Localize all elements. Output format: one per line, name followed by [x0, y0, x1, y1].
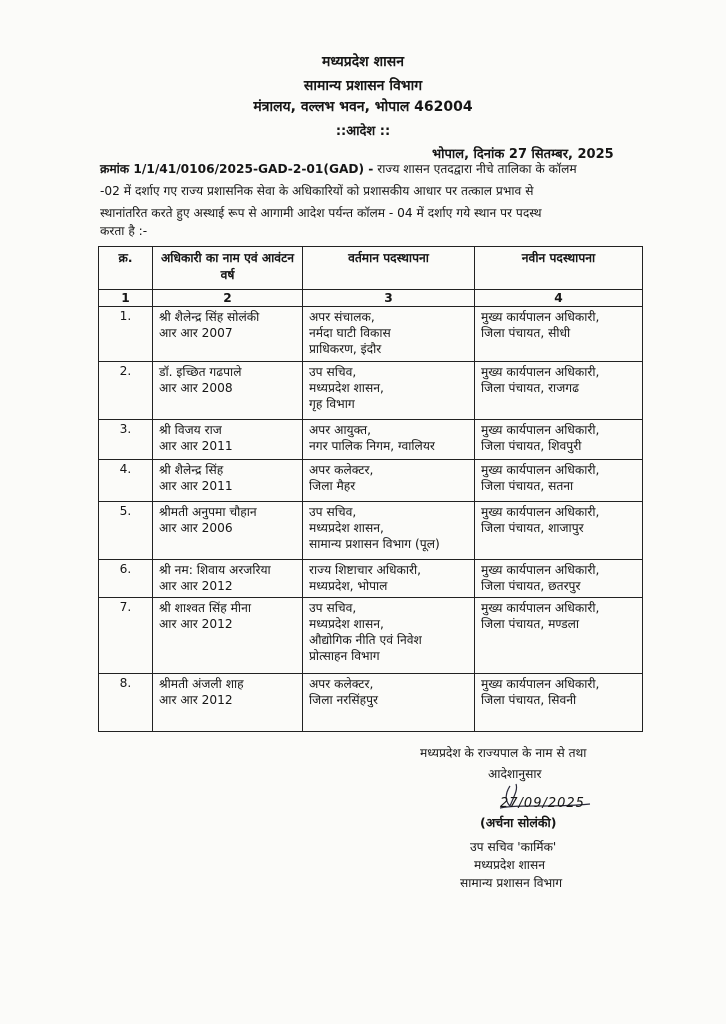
table-row	[99, 307, 643, 362]
column-number-row	[99, 290, 643, 307]
officer-name-line: आर आर 2006	[159, 521, 233, 535]
column-number: 2	[153, 290, 303, 307]
header-current-posting: वर्तमान पदस्थापना	[303, 247, 475, 290]
serial-number: 7.	[99, 598, 153, 674]
officer-name-line: आर आर 2012	[159, 579, 233, 593]
new-posting-line: मुख्य कार्यपालन अधिकारी,	[481, 563, 600, 577]
officer-name-line: श्री नम: शिवाय अरजरिया	[159, 563, 271, 577]
new-posting-line: जिला पंचायत, शाजापुर	[481, 521, 584, 535]
order-dateline: भोपाल, दिनांक 27 सितम्बर, 2025	[432, 147, 614, 162]
officer-name-line: श्री शाश्वत सिंह मीना	[159, 601, 251, 615]
header-officer-name: अधिकारी का नाम एवं आवंटन वर्ष	[153, 247, 303, 290]
current-posting-line: अपर आयुक्त,	[309, 423, 371, 437]
officer-name-line: श्री विजय राज	[159, 423, 222, 437]
new-posting-line: जिला पंचायत, शिवपुरी	[481, 439, 582, 453]
current-posting-cell	[303, 598, 475, 674]
signatory-government: मध्यप्रदेश शासन	[474, 858, 545, 872]
column-number: 3	[303, 290, 475, 307]
current-posting-line: नर्मदा घाटी विकास	[309, 326, 391, 340]
closing-line-1: मध्यप्रदेश के राज्यपाल के नाम से तथा	[420, 746, 587, 760]
new-posting-line: मुख्य कार्यपालन अधिकारी,	[481, 463, 600, 477]
current-posting-line: उप सचिव,	[309, 601, 357, 615]
current-posting-line: गृह विभाग	[309, 397, 355, 411]
new-posting-cell	[475, 560, 643, 598]
current-posting-cell	[303, 502, 475, 560]
serial-number: 4.	[99, 460, 153, 502]
current-posting-cell	[303, 560, 475, 598]
header-department: सामान्य प्रशासन विभाग	[303, 78, 423, 94]
officer-name-line: श्रीमती अनुपमा चौहान	[159, 505, 257, 519]
new-posting-cell	[475, 460, 643, 502]
serial-number: 2.	[99, 362, 153, 420]
officer-name-line: डॉ. इच्छित गढपाले	[159, 365, 242, 379]
new-posting-line: मुख्य कार्यपालन अधिकारी,	[481, 505, 600, 519]
new-posting-line: जिला पंचायत, राजगढ	[481, 381, 579, 395]
current-posting-line: औद्योगिक नीति एवं निवेश	[309, 633, 422, 647]
officer-name-line: श्री शैलेन्द्र सिंह सोलंकी	[159, 310, 260, 324]
serial-number: 6.	[99, 560, 153, 598]
signatory-name: (अर्चना सोलंकी)	[480, 815, 557, 830]
current-posting-line: नगर पालिक निगम, ग्वालियर	[309, 439, 435, 453]
current-posting-line: राज्य शिष्टाचार अधिकारी,	[309, 563, 422, 577]
current-posting-line: अपर कलेक्टर,	[309, 463, 374, 477]
closing-line-2: आदेशानुसार	[488, 767, 542, 781]
officer-name-line: आर आर 2011	[159, 439, 233, 453]
new-posting-cell	[475, 502, 643, 560]
intro-line-3: स्थानांतरित करते हुए अस्थाई रूप से आगामी आदेश पर्यन्त कॉलम - 04 में दर्शाए गये स्थान पर पदस्थ	[100, 206, 542, 220]
column-number: 4	[475, 290, 643, 307]
officer-name-cell	[153, 560, 303, 598]
current-posting-cell	[303, 307, 475, 362]
officer-name-line: आर आर 2012	[159, 693, 233, 707]
current-posting-line: अपर कलेक्टर,	[309, 677, 374, 691]
new-posting-line: मुख्य कार्यपालन अधिकारी,	[481, 423, 600, 437]
header-order-title: ::आदेश ::	[335, 124, 391, 139]
table-row	[99, 598, 643, 674]
header-address: मंत्रालय, वल्लभ भवन, भोपाल 462004	[253, 99, 473, 115]
current-posting-line: मध्यप्रदेश शासन,	[309, 617, 384, 631]
intro-line-1	[100, 158, 642, 180]
officer-name-cell	[153, 674, 303, 732]
current-posting-line: मध्यप्रदेश शासन,	[309, 381, 384, 395]
table-row	[99, 502, 643, 560]
current-posting-line: मध्यप्रदेश, भोपाल	[309, 579, 388, 593]
current-posting-cell	[303, 460, 475, 502]
officer-name-cell	[153, 598, 303, 674]
current-posting-line: अपर संचालक,	[309, 310, 375, 324]
table-row	[99, 674, 643, 732]
serial-number: 1.	[99, 307, 153, 362]
new-posting-line: मुख्य कार्यपालन अधिकारी,	[481, 677, 600, 691]
officer-name-line: आर आर 2012	[159, 617, 233, 631]
officer-name-cell	[153, 362, 303, 420]
officer-name-cell	[153, 502, 303, 560]
officer-name-line: श्रीमती अंजली शाह	[159, 677, 244, 691]
officer-name-line: आर आर 2007	[159, 326, 233, 340]
officer-name-line: आर आर 2008	[159, 381, 233, 395]
current-posting-line: जिला नरसिंहपुर	[309, 693, 379, 707]
officer-name-cell	[153, 307, 303, 362]
serial-number: 3.	[99, 420, 153, 460]
header-government: मध्यप्रदेश शासन	[322, 54, 404, 70]
header-new-posting: नवीन पदस्थापना	[475, 247, 643, 290]
new-posting-line: मुख्य कार्यपालन अधिकारी,	[481, 310, 600, 324]
column-number: 1	[99, 290, 153, 307]
intro-line-1-text: राज्य शासन एतदद्वारा नीचे तालिका के कॉलम	[373, 162, 577, 176]
new-posting-line: जिला पंचायत, मण्डला	[481, 617, 580, 631]
new-posting-line: मुख्य कार्यपालन अधिकारी,	[481, 365, 600, 379]
serial-number: 8.	[99, 674, 153, 732]
new-posting-line: जिला पंचायत, सीधी	[481, 326, 571, 340]
new-posting-line: जिला पंचायत, सिवनी	[481, 693, 577, 707]
intro-line-2: -02 में दर्शाए गए राज्य प्रशासनिक सेवा के अधिकारियों को प्रशासकीय आधार पर तत्काल प्रभाव से	[100, 184, 534, 198]
new-posting-line: जिला पंचायत, छतरपुर	[481, 579, 581, 593]
current-posting-line: उप सचिव,	[309, 505, 357, 519]
current-posting-line: सामान्य प्रशासन विभाग (पूल)	[309, 537, 440, 551]
header-serial: क्र.	[99, 247, 153, 290]
new-posting-cell	[475, 674, 643, 732]
current-posting-line: उप सचिव,	[309, 365, 357, 379]
new-posting-cell	[475, 598, 643, 674]
new-posting-line: जिला पंचायत, सतना	[481, 479, 574, 493]
new-posting-cell	[475, 420, 643, 460]
order-reference-number: क्रमांक 1/1/41/0106/2025-GAD-2-01(GAD) -	[100, 162, 374, 176]
new-posting-cell	[475, 362, 643, 420]
current-posting-cell	[303, 420, 475, 460]
serial-number: 5.	[99, 502, 153, 560]
table-header-row	[99, 247, 643, 290]
current-posting-line: मध्यप्रदेश शासन,	[309, 521, 384, 535]
current-posting-line: जिला मैहर	[309, 479, 356, 493]
new-posting-line: मुख्य कार्यपालन अधिकारी,	[481, 601, 600, 615]
signatory-designation: उप सचिव 'कार्मिक'	[470, 840, 557, 854]
officer-name-cell	[153, 460, 303, 502]
officer-name-line: आर आर 2011	[159, 479, 233, 493]
current-posting-cell	[303, 674, 475, 732]
new-posting-cell	[475, 307, 643, 362]
signatory-department: सामान्य प्रशासन विभाग	[460, 876, 563, 890]
current-posting-line: प्राधिकरण, इंदौर	[309, 342, 382, 356]
current-posting-cell	[303, 362, 475, 420]
signature-date: 27/09/2025	[500, 796, 585, 811]
transfer-table	[98, 246, 643, 732]
table-row	[99, 362, 643, 420]
table-row	[99, 420, 643, 460]
intro-line-4: करता है :-	[100, 224, 148, 238]
table-row	[99, 460, 643, 502]
officer-name-cell	[153, 420, 303, 460]
officer-name-line: श्री शैलेन्द्र सिंह	[159, 463, 224, 477]
current-posting-line: प्रोत्साहन विभाग	[309, 649, 380, 663]
table-row	[99, 560, 643, 598]
